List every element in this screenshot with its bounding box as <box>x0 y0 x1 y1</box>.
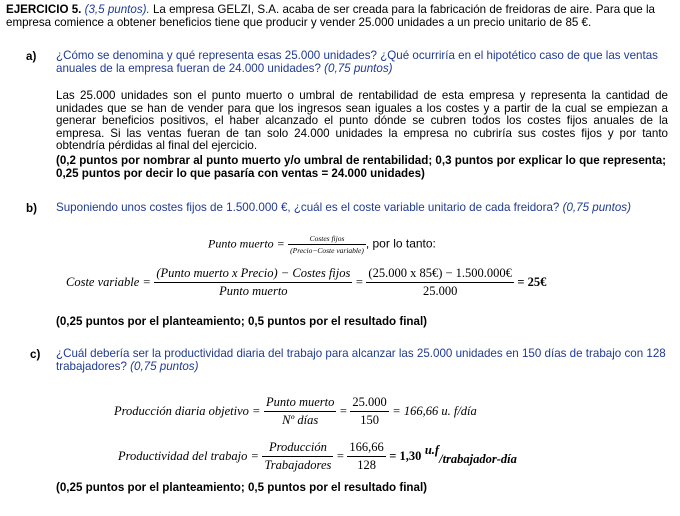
eq-b1-numerator: Costes fijos <box>288 234 366 245</box>
question-b-question: Suponiendo unos costes fijos de 1.500.000 €, ¿cuál es el coste variable unitario de cada freidora? <box>56 201 560 214</box>
question-a-text <box>56 50 668 75</box>
eq-b1-tail: , por lo tanto: <box>365 236 436 251</box>
question-a-mark: a) <box>26 50 37 63</box>
eq-b1-lhs: Punto muerto = <box>208 236 285 251</box>
eq-c1-fraction-2 <box>350 395 388 428</box>
eq-c1-lhs: Producción diaria objetivo = <box>114 403 261 418</box>
eq-c2-unit-bottom: /trabajador-día <box>439 451 517 466</box>
eq-c2-equals: = <box>336 448 344 463</box>
exercise-text: La empresa GELZI, S.A. acaba de ser creada para la fabricación de freidoras de aire. Para que la empresa comience a obtener beneficios tiene que producir y vender 25.000 unidades a un precio unitario de 85 €. <box>6 3 655 29</box>
exercise-statement <box>6 4 674 29</box>
eq-c2-denominator-2: 128 <box>357 458 376 472</box>
exercise-label: EJERCICIO 5. <box>6 3 82 16</box>
question-b-text <box>56 202 668 215</box>
question-c-points: (0,75 puntos) <box>130 359 199 373</box>
question-a-points: (0,75 puntos) <box>324 61 393 75</box>
eq-c2-denominator-1: Trabajadores <box>264 458 332 472</box>
question-c-mark: c) <box>30 348 41 361</box>
grading-b: (0,25 puntos por el planteamiento; 0,5 puntos por el resultado final) <box>56 315 428 328</box>
eq-b2-fraction-2 <box>366 266 514 299</box>
eq-b1-denominator: (Precio−Coste variable) <box>290 246 364 255</box>
question-c-text <box>56 348 668 373</box>
eq-b1-fraction <box>288 234 366 255</box>
answer-a-text: Las 25.000 unidades son el punto muerto o umbral de rentabilidad de esta empresa y representa la cantidad de unidades que se han de vender para que los ingresos sean iguales a los costes y a partir de la cual se empiezan a generar beneficios positivos, el haber alcanzado el punto dónde se cubren todos los costes fijos anuales de la empresa. Si las ventas fueran de tan solo 24.000 unidades la empresa no cubriría sus costes fijos y por tanto obtendría pérdidas al final del ejercicio. <box>56 89 668 153</box>
eq-c2-result: = 1,30 <box>389 448 422 463</box>
eq-c1-numerator-2: 25.000 <box>350 395 388 412</box>
eq-c1-fraction-1 <box>264 395 336 428</box>
eq-c1-numerator-1: Punto muerto <box>264 395 336 412</box>
eq-b2-denominator-1: Punto muerto <box>219 284 288 298</box>
eq-c2-fraction-2 <box>347 440 385 473</box>
eq-b2-denominator-2: 25.000 <box>422 284 458 298</box>
equation-variable-cost <box>66 266 546 299</box>
eq-c1-denominator-2: 150 <box>360 413 379 427</box>
eq-c1-equals: = <box>339 403 347 418</box>
eq-b2-fraction-1 <box>154 266 352 299</box>
eq-b2-numerator-2: (25.000 x 85€) − 1.500.000€ <box>366 266 514 283</box>
eq-c2-numerator-2: 166,66 <box>347 440 385 457</box>
eq-c2-lhs: Productividad del trabajo = <box>118 448 259 463</box>
equation-daily-production <box>114 395 477 428</box>
eq-b2-equals: = <box>355 274 363 289</box>
exercise-points: (3,5 puntos). <box>84 3 150 16</box>
equation-break-even <box>208 234 436 255</box>
grading-c: (0,25 puntos por el planteamiento; 0,5 puntos por el resultado final) <box>56 481 428 494</box>
eq-c2-fraction-1 <box>262 440 333 473</box>
grading-a: (0,2 puntos por nombrar al punto muerto y/o umbral de rentabilidad; 0,3 puntos por explicar lo que representa; 0,25 puntos por decir lo que pasaría con ventas = 24.000 unidades) <box>56 154 667 180</box>
question-b-points: (0,75 puntos) <box>562 201 631 214</box>
eq-c1-result: = 166,66 u. f/día <box>392 403 477 418</box>
eq-b2-numerator-1: (Punto muerto x Precio) − Costes fijos <box>154 266 352 283</box>
eq-b2-result: = 25€ <box>517 274 547 289</box>
question-a-question: ¿Cómo se denomina y qué representa esas 25.000 unidades? ¿Qué ocurriría en el hipotético caso de que las ventas anuales de la empresa fueran de 24.000 unidades? <box>56 49 658 75</box>
eq-b2-lhs: Coste variable = <box>66 274 151 289</box>
question-c-question: ¿Cuál debería ser la productividad diaria del trabajo para alcanzar las 25.000 unidades en 150 días de trabajo con 128 trabajadores? <box>56 347 666 373</box>
eq-c1-denominator-1: Nº días <box>282 413 319 427</box>
equation-labor-productivity <box>118 440 517 473</box>
eq-c2-numerator-1: Producción <box>262 440 333 457</box>
question-b-mark: b) <box>26 202 37 215</box>
eq-c2-unit-top: u.f <box>424 442 440 457</box>
